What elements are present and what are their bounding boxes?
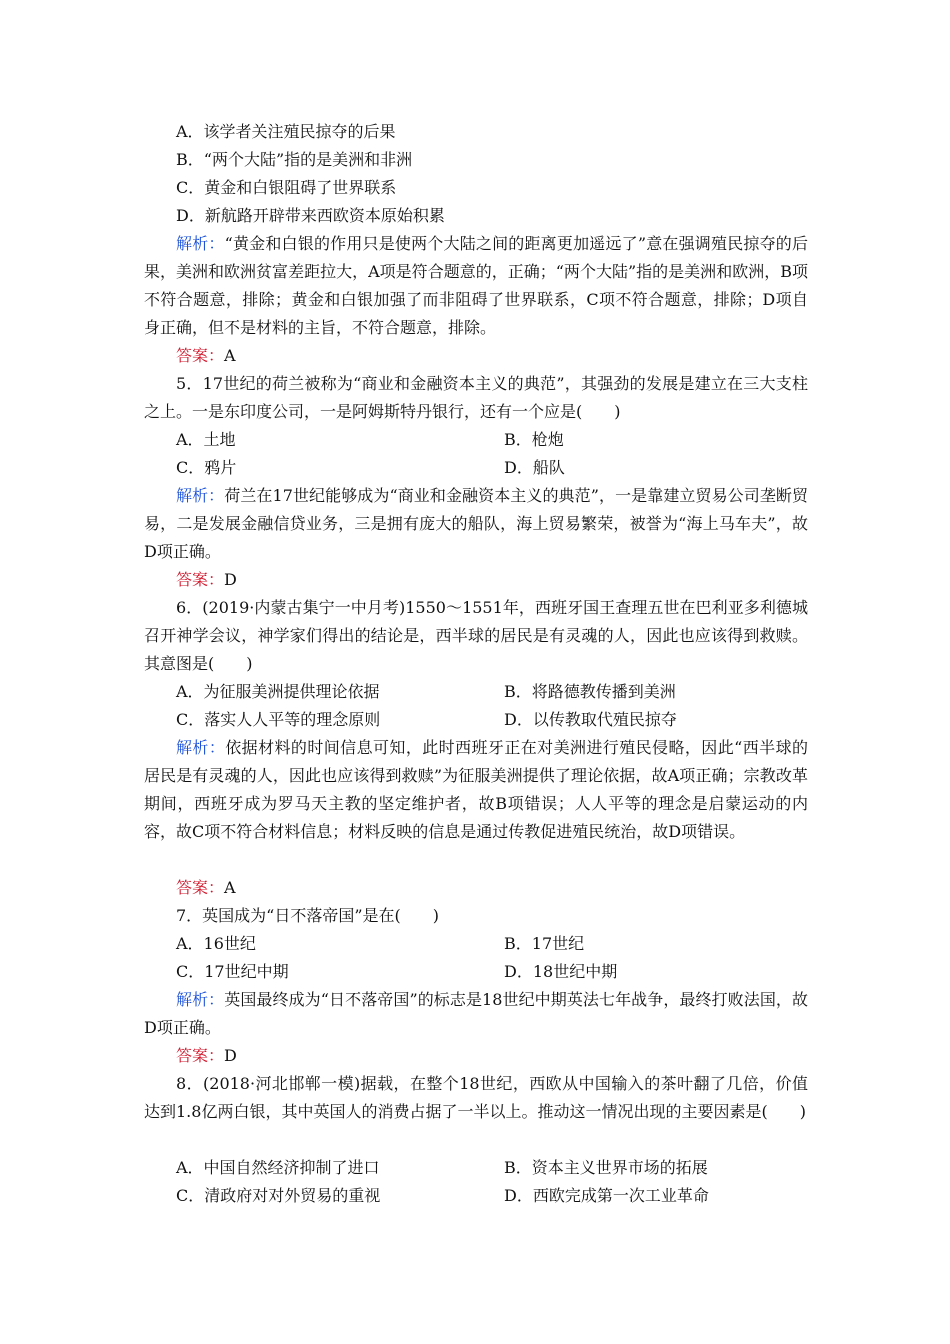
q7-option-c: C．17世纪中期 [176,962,289,981]
answer-value: A [224,878,236,897]
q8-option-c: C．清政府对对外贸易的重视 [176,1186,381,1205]
q4-option-c: C．黄金和白银阻碍了世界联系 [176,178,397,197]
analysis-text: 英国最终成为“日不落帝国”的标志是18世纪中期英法七年战争，最终打败法国，故D项正确。 [144,990,808,1037]
q7-option-d: D．18世纪中期 [504,962,618,981]
q8-stem: 8．(2018·河北邯郸一模)据载，在整个18世纪，西欧从中国输入的茶叶翻了几倍，价值达到1.8亿两白银，其中英国人的消费占据了一半以上。推动这一情况出现的主要因素是( ) [144,1074,808,1121]
q6-option-b: B．将路德教传播到美洲 [504,682,676,701]
q7-stem: 7．英国成为“日不落帝国”是在( ) [176,906,440,925]
q4-answer [176,342,236,370]
q8-option-a: A．中国自然经济抑制了进口 [176,1158,380,1177]
analysis-label: 解析： [176,486,225,505]
q7-option-a: A．16世纪 [176,934,256,953]
answer-label: 答案： [176,878,225,897]
q8-option-b: B．资本主义世界市场的拓展 [504,1158,708,1177]
answer-label: 答案： [176,1046,225,1065]
q4-option-a: A．该学者关注殖民掠夺的后果 [176,122,396,141]
q6-analysis [144,734,808,846]
q4-option-d: D．新航路开辟带来西欧资本原始积累 [176,206,445,225]
analysis-label: 解析： [176,738,226,757]
q6-option-a: A．为征服美洲提供理论依据 [176,682,380,701]
q6-option-c: C．落实人人平等的理念原则 [176,710,381,729]
analysis-label: 解析： [176,990,225,1009]
analysis-label: 解析： [176,234,225,253]
answer-value: D [224,1046,237,1065]
q6-stem: 6．(2019·内蒙古集宁一中月考)1550～1551年，西班牙国王查理五世在巴利亚多利德城召开神学会议，神学家们得出的结论是，西半球的居民是有灵魂的人，因此也应该得到救赎。其意图是( ) [144,598,808,673]
q5-option-b: B．枪炮 [504,430,564,449]
q5-option-a: A．土地 [176,430,236,449]
q4-analysis [144,230,808,342]
q5-analysis [144,482,808,566]
q7-analysis [144,986,808,1042]
answer-value: D [224,570,237,589]
q8-option-d: D．西欧完成第一次工业革命 [504,1186,709,1205]
answer-label: 答案： [176,570,225,589]
answer-label: 答案： [176,346,225,365]
analysis-text: “黄金和白银的作用只是使两个大陆之间的距离更加遥远了”意在强调殖民掠夺的后果，美洲和欧洲贫富差距拉大，A项是符合题意的，正确；“两个大陆”指的是美洲和欧洲，B项不符合题意，排除；黄金和白银加强了而非阻碍了世界联系，C项不符合题意，排除；D项自身正确，但不是材料的主旨，不符合题意，排除。 [144,234,808,337]
q5-option-d: D．船队 [504,458,565,477]
q5-option-c: C．鸦片 [176,458,237,477]
q5-stem: 5．17世纪的荷兰被称为“商业和金融资本主义的典范”，其强劲的发展是建立在三大支柱之上。一是东印度公司，一是阿姆斯特丹银行，还有一个应是( ) [144,374,808,421]
q4-option-b: B．“两个大陆”指的是美洲和非洲 [176,150,413,169]
answer-value: A [224,346,236,365]
q7-option-b: B．17世纪 [504,934,585,953]
q6-answer [176,874,236,902]
q5-answer [176,566,237,594]
q6-option-d: D．以传教取代殖民掠夺 [504,710,677,729]
q7-answer [176,1042,237,1070]
analysis-text: 依据材料的时间信息可知，此时西班牙正在对美洲进行殖民侵略，因此“西半球的居民是有灵魂的人，因此也应该得到救赎”为征服美洲提供了理论依据，故A项正确；宗教改革期间，西班牙成为罗马天主教的坚定维护者，故B项错误；人人平等的理念是启蒙运动的内容，故C项不符合材料信息；材料反映的信息是通过传教促进殖民统治，故D项错误。 [144,738,808,841]
analysis-text: 荷兰在17世纪能够成为“商业和金融资本主义的典范”，一是靠建立贸易公司垄断贸易，二是发展金融信贷业务，三是拥有庞大的船队，海上贸易繁荣，被誉为“海上马车夫”，故D项正确。 [144,486,808,561]
